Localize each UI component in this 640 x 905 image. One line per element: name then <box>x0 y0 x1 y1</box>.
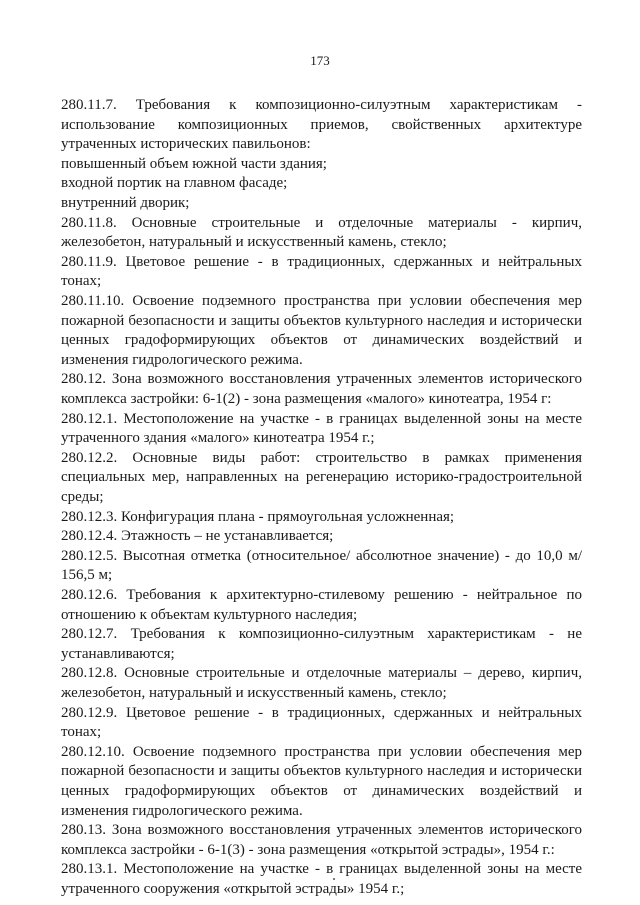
text-line: среды; <box>61 489 104 505</box>
text-line: комплекса застройки - 6-1(3) - зона размещения «открытой эстрады», 1954 г.: <box>61 841 555 858</box>
text-line: внутренний дворик; <box>61 195 190 211</box>
text-line: 280.12.1. Местоположение на участке - в границах выделенной зоны на месте <box>61 410 582 427</box>
text-line: 280.12.4. Этажность – не устанавливается; <box>61 528 334 545</box>
text-line: изменения гидрологического режима. <box>61 351 303 368</box>
text-line: утраченного здания «малого» кинотеатра 1954 г.; <box>61 430 375 447</box>
text-line: 156,5 м; <box>61 567 113 584</box>
text-line: ценных градоформирующих объектов от динамических воздействий и <box>61 783 582 799</box>
text-line: 280.11.9. Цветовое решение - в традиционных, сдержанных и нейтральных <box>61 253 582 270</box>
text-line: железобетон, натуральный и искусственный камень, стекло; <box>61 685 447 701</box>
text-line: 280.12.7. Требования к композиционно-силуэтным характеристикам - не <box>61 626 582 643</box>
text-line: пожарной безопасности и защиты объектов культурного наследия и исторически <box>61 763 582 780</box>
text-line: 280.12.2. Основные виды работ: строительство в рамках применения <box>61 449 582 466</box>
scan-speck <box>333 878 335 880</box>
page-number: 173 <box>310 53 330 68</box>
text-line: 280.12.10. Освоение подземного пространства при условии обеспечения мер <box>61 743 582 760</box>
text-line: пожарной безопасности и защиты объектов культурного наследия и исторически <box>61 312 582 329</box>
text-line: отношению к объектам культурного наследия; <box>61 606 358 623</box>
text-line: устанавливаются; <box>61 645 175 662</box>
text-line: 280.12.8. Основные строительные и отделочные материалы – дерево, кирпич, <box>61 665 582 682</box>
text-line: 280.12.5. Высотная отметка (относительное/ абсолютное значение) - до 10,0 м/ <box>61 547 582 564</box>
text-line: тонах; <box>61 273 102 290</box>
text-line: специальных мер, направленных на регенерацию историко-градостроительной <box>61 469 582 486</box>
text-line: 280.11.10. Освоение подземного пространства при условии обеспечения мер <box>61 293 582 309</box>
text-line: 280.13.1. Местоположение на участке - в границах выделенной зоны на месте <box>61 861 582 878</box>
text-line: 280.11.7. Требования к композиционно-силуэтным характеристикам - <box>61 97 582 113</box>
text-line: комплекса застройки: 6-1(2) - зона размещения «малого» кинотеатра, 1954 г: <box>61 391 552 407</box>
text-line: 280.12.3. Конфигурация плана - прямоугольная усложненная; <box>61 508 455 525</box>
text-line: изменения гидрологического режима. <box>61 802 303 819</box>
text-line: 280.12. Зона возможного восстановления утраченных элементов исторического <box>61 371 582 388</box>
text-line: ценных градоформирующих объектов от динамических воздействий и <box>61 332 582 349</box>
text-line: повышенный объем южной части здания; <box>61 155 327 172</box>
text-line: железобетон, натуральный и искусственный камень, стекло; <box>61 234 447 251</box>
text-line: 280.13. Зона возможного восстановления утраченных элементов исторического <box>61 822 582 839</box>
text-line: тонах; <box>61 724 102 741</box>
text-line: утраченных исторических павильонов: <box>61 136 311 153</box>
text-line: утраченного сооружения «открытой эстрады» 1954 г.; <box>61 881 405 897</box>
text-line: входной портик на главном фасаде; <box>61 175 288 192</box>
text-line: 280.12.9. Цветовое решение - в традиционных, сдержанных и нейтральных <box>61 704 582 721</box>
text-line: 280.11.8. Основные строительные и отделочные материалы - кирпич, <box>61 214 582 231</box>
text-line: использование композиционных приемов, свойственных архитектуре <box>61 116 582 133</box>
text-line: 280.12.6. Требования к архитектурно-стилевому решению - нейтральное по <box>61 587 582 603</box>
